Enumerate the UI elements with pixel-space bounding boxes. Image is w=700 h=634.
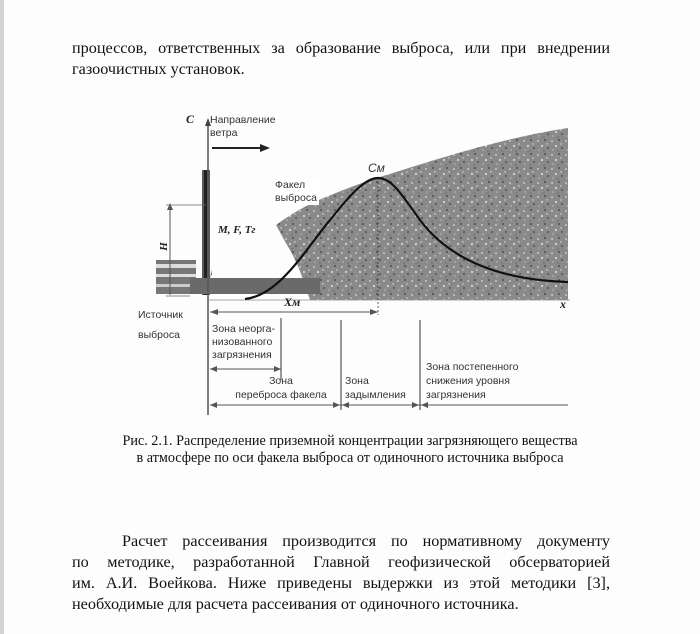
zone-line: переброса факела: [235, 389, 327, 401]
params-label: M, F, Tг: [218, 224, 256, 236]
text-line: по методике, разработанной Главной геофизической обсерваторией: [72, 553, 610, 571]
height-label: H: [157, 242, 170, 251]
source-label-line: Источник: [138, 309, 183, 321]
axis-y-label: C: [186, 112, 195, 126]
wind-label-line: ветра: [210, 127, 238, 139]
max-distance-label: Xм: [284, 295, 301, 309]
top-paragraph: [72, 38, 610, 80]
left-margin-bar: [0, 0, 4, 634]
zone-label-transfer: [226, 374, 336, 402]
text-line: газоочистных установок.: [72, 60, 245, 78]
zone-label-gradual-decrease: [426, 360, 518, 402]
wind-label-line: Направление: [210, 114, 276, 126]
caption-line: Рис. 2.1. Распределение приземной концентрации загрязняющего вещества: [122, 433, 578, 449]
zone-line: Зона постепенного: [426, 361, 519, 373]
plume-label-line: Факел: [275, 179, 306, 191]
zone-line: Зона: [345, 375, 369, 387]
source-label: [138, 305, 183, 345]
plume-label: [273, 179, 319, 205]
zone-line: загрязнения: [426, 389, 486, 401]
text-line: необходимые для расчета рассеивания от одиночного источника.: [72, 595, 519, 613]
source-label-line: выброса: [138, 329, 180, 341]
max-concentration-label: Cм: [368, 161, 385, 175]
zone-line: Зона неорга-: [212, 323, 275, 335]
axis-x-label: x: [560, 297, 566, 311]
figure-caption: [90, 433, 610, 467]
zone-line: низованного: [212, 336, 273, 348]
zone-line: снижения уровня: [426, 375, 510, 387]
wind-direction-label: [210, 114, 276, 140]
plume-label-line: выброса: [275, 192, 317, 204]
caption-line: в атмосфере по оси факела выброса от одиночного источника выброса: [136, 450, 564, 466]
text-line: им. А.И. Воейкова. Ниже приведены выдержки из этой методики [3],: [72, 574, 610, 592]
bottom-paragraph: [72, 531, 610, 615]
zone-line: задымления: [345, 389, 406, 401]
zone-line: загрязнения: [212, 349, 272, 361]
zone-label-smoke: [345, 374, 406, 402]
figure-plume-diagram: [130, 110, 590, 420]
zone-line: Зона: [269, 375, 293, 387]
zone-label-unorganized: [212, 323, 275, 362]
text-line: процессов, ответственных за образование выброса, или при внедрении: [72, 39, 610, 57]
text-line: Расчет рассеивания производится по нормативному документу: [122, 532, 610, 550]
